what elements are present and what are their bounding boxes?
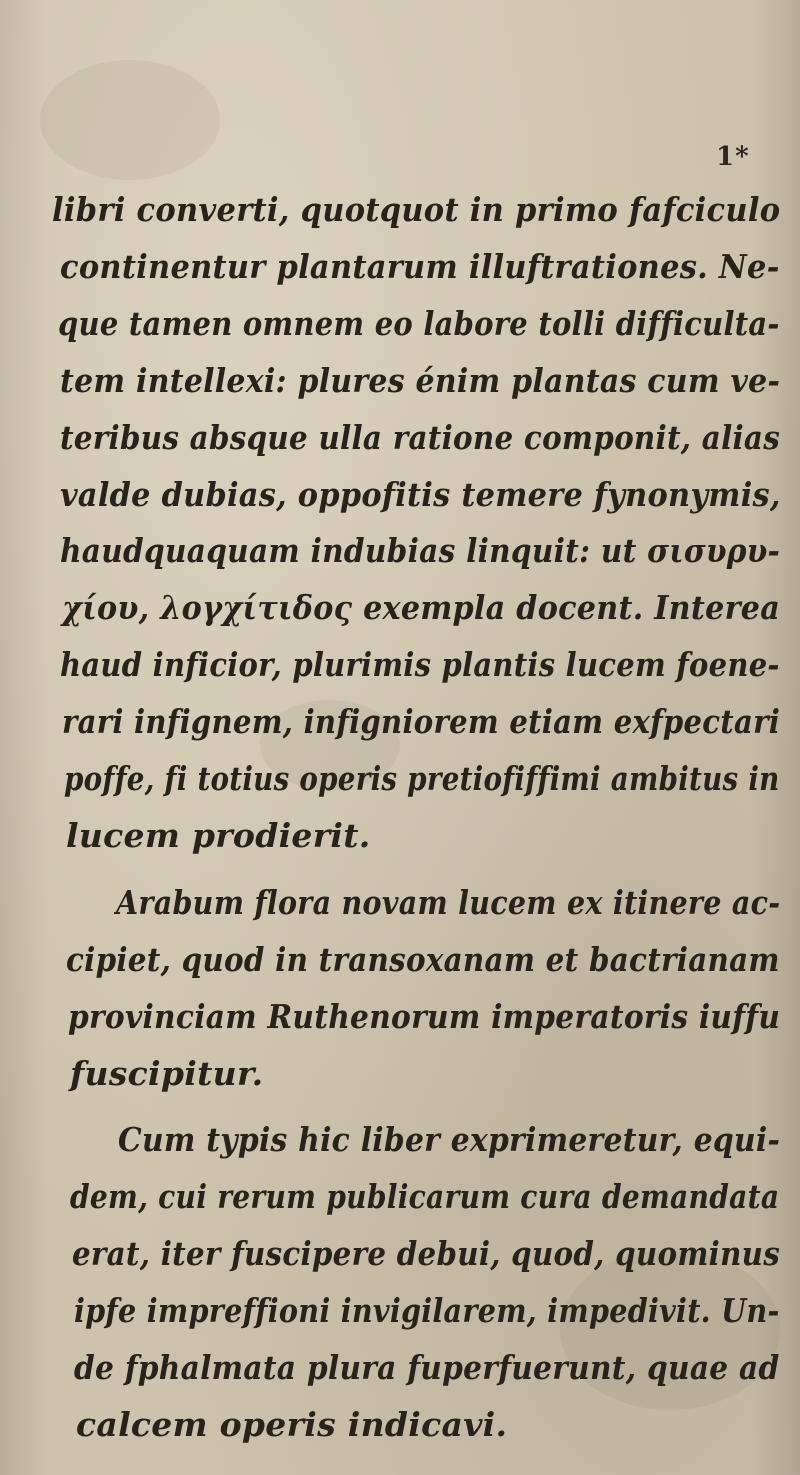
text-line: provinciam Ruthenorum imperatoris iuffu [68,997,781,1036]
paper-stain [40,60,220,180]
text-line: Arabum flora novam lucem ex itinere ac- [116,883,781,922]
text-line: calcem operis indicavi. [76,1405,508,1444]
text-line: lucem prodierit. [66,816,371,855]
text-line: fuscipitur. [70,1054,264,1093]
text-line: dem, cui rerum publicarum cura demandata [70,1177,780,1216]
text-line: χίου, λογχίτιδος exempla docent. Interea [62,588,781,627]
text-line: tem intellexi: plures énim plantas cum ve- [60,361,781,400]
text-line: erat, iter fuscipere debui, quod, quominus [72,1234,781,1273]
text-line: libri converti, quotquot in primo fafciculo [52,190,781,229]
text-line: continentur plantarum illuftrationes. Ne- [60,247,780,286]
folio-mark: 1* [716,142,750,172]
text-line: Cum typis hic liber exprimeretur, equi- [118,1120,781,1159]
text-line: cipiet, quod in transoxanam et bactrianam [66,940,780,979]
text-line: poffe, fi totius operis pretiofiffimi ambitus in [64,759,780,798]
text-line: que tamen omnem eo labore tolli difficulta- [58,304,780,343]
text-line: valde dubias, oppofitis temere fynonymis, [60,475,781,514]
text-line: rari infignem, infigniorem etiam exfpectari [62,702,781,741]
text-line: haud inficior, plurimis plantis lucem foene- [60,645,780,684]
text-line: teribus absque ulla ratione componit, alias [60,418,781,457]
text-line: haudquaquam indubias linquit: ut σισυρυ- [60,531,781,570]
text-line: ipfe impreffioni invigilarem, impedivit. Un- [74,1291,780,1330]
text-line: de fphalmata plura fuperfuerunt, quae ad [74,1348,780,1387]
